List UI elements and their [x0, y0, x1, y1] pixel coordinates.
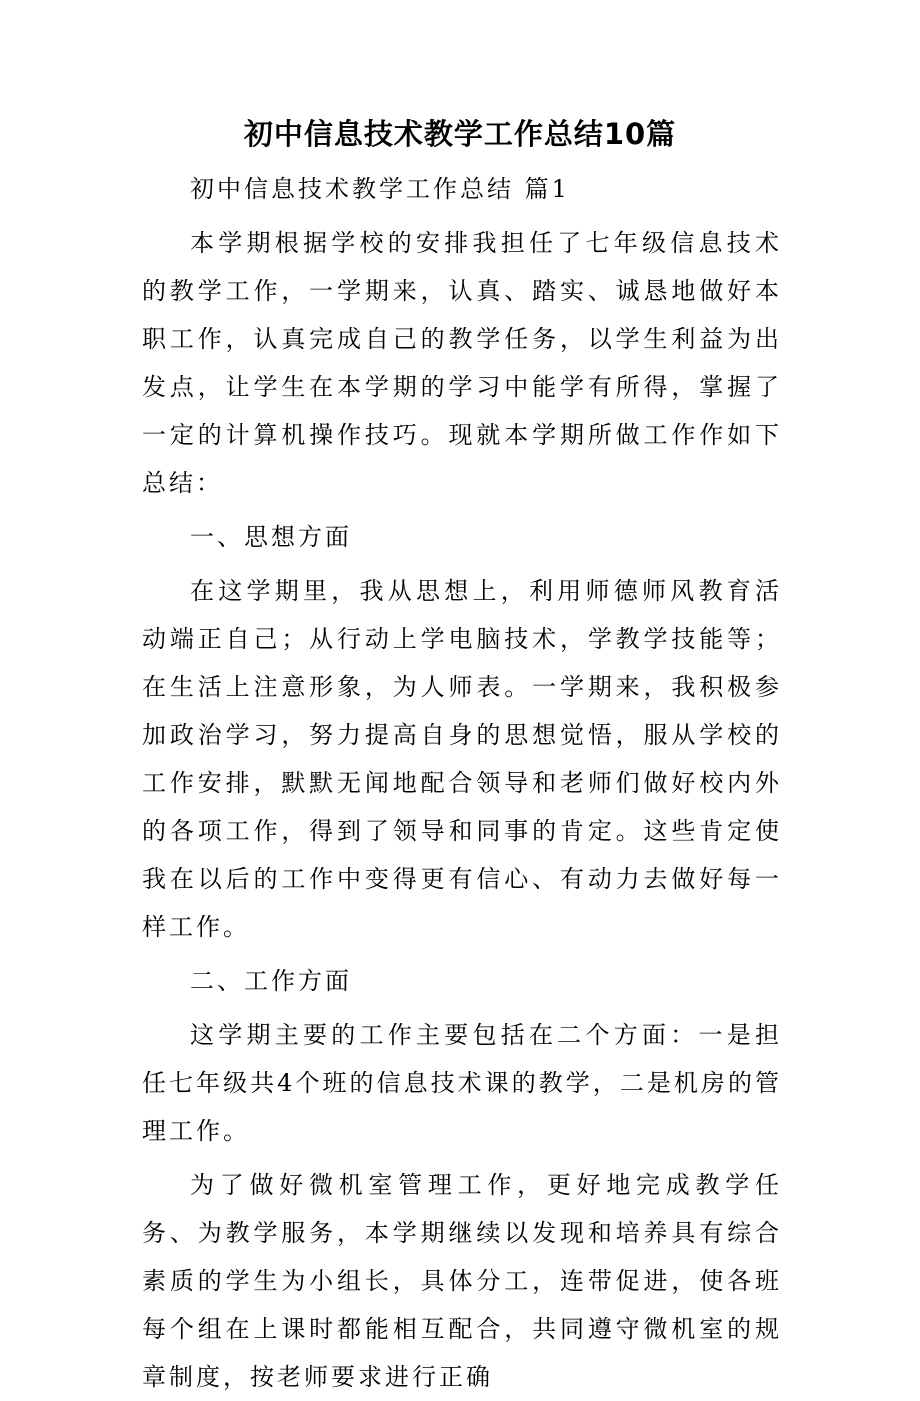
intro-paragraph: 本学期根据学校的安排我担任了七年级信息技术的教学工作，一学期来，认真、踏实、诚恳地做好本职工作，认真完成自己的教学任务，以学生利益为出发点，让学生在本学期的学习中能学有所得，掌握了一定的计算机操作技巧。现就本学期所做工作作如下总结： — [142, 229, 782, 497]
section-heading-thought: 一、思想方面 — [190, 523, 352, 551]
subtitle: 初中信息技术教学工作总结 篇1 — [190, 175, 570, 203]
section-body-thought: 在这学期里，我从思想上，利用师德师风教育活动端正自己；从行动上学电脑技术，学教学技能等；在生活上注意形象，为人师表。一学期来，我积极参加政治学习，努力提高自身的思想觉悟，服从学校的工作安排，默默无闻地配合领导和老师们做好校内外的各项工作，得到了领导和同事的肯定。这些肯定使我在以后的工作中变得更有信心、有动力去做好每一样工作。 — [142, 577, 782, 941]
section-body-work-1: 这学期主要的工作主要包括在二个方面：一是担任七年级共4个班的信息技术课的教学，二是机房的管理工作。 — [142, 1021, 782, 1145]
section-body-work-2: 为了做好微机室管理工作，更好地完成教学任务、为教学服务，本学期继续以发现和培养具有综合素质的学生为小组长，具体分工，连带促进，使各班每个组在上课时都能相互配合，共同遵守微机室的规章制度，按老师要求进行正确 — [142, 1171, 782, 1391]
document-title: 初中信息技术教学工作总结10篇 — [243, 117, 677, 151]
document-body — [142, 165, 782, 1401]
section-heading-work: 二、工作方面 — [190, 967, 352, 995]
